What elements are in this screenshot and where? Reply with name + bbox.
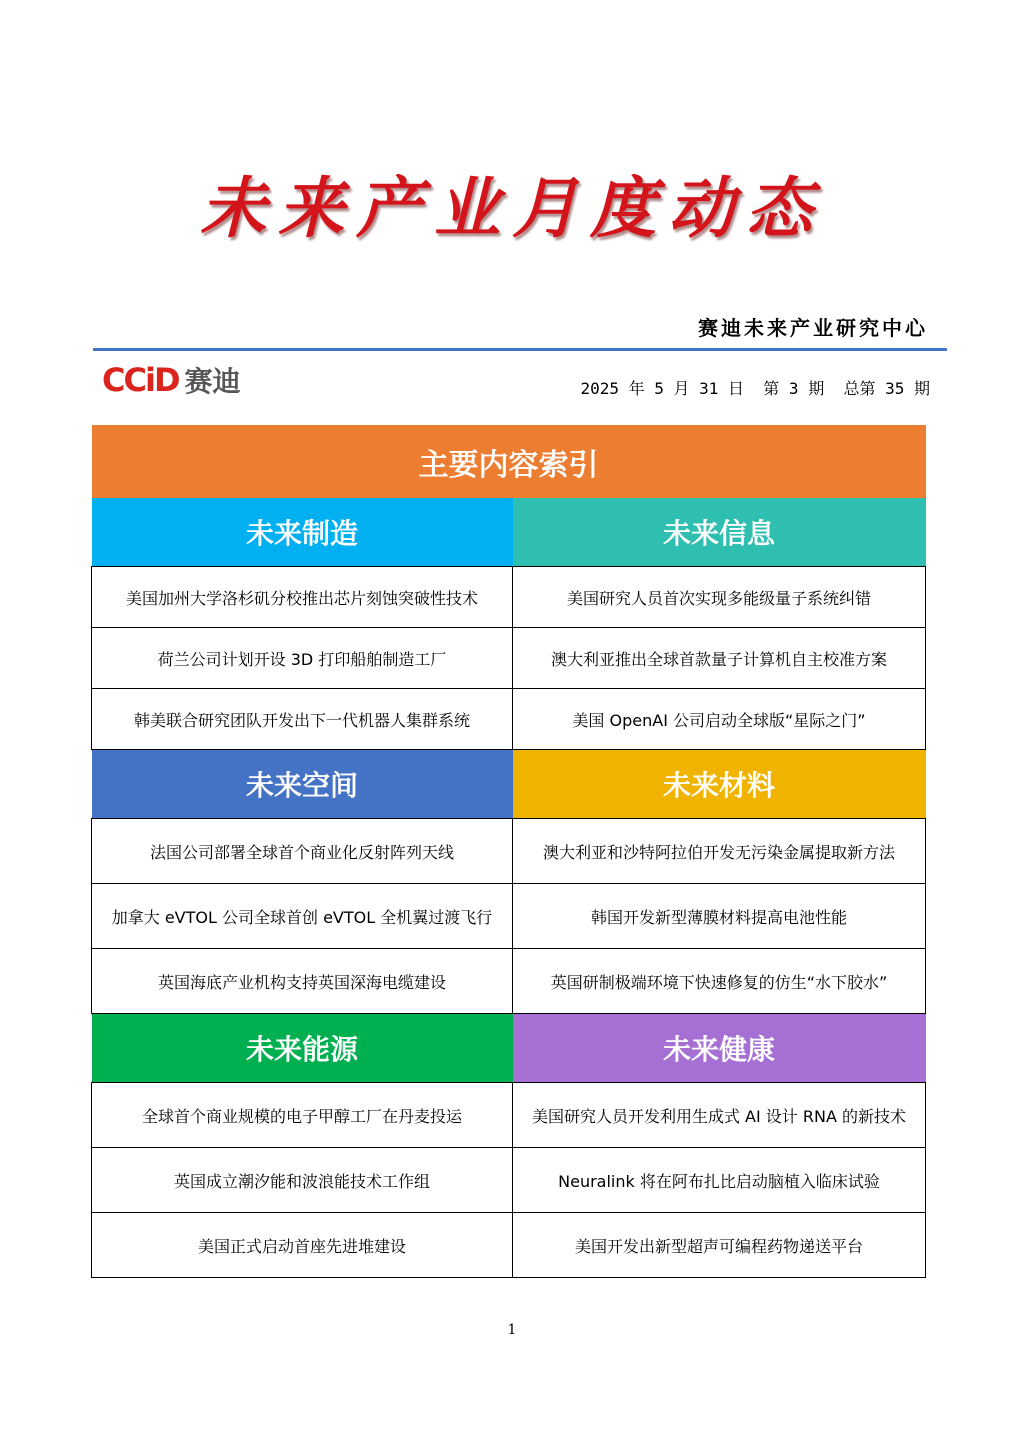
index-item: 澳大利亚推出全球首款量子计算机自主校准方案 <box>513 628 926 689</box>
index-item: 英国成立潮汐能和波浪能技术工作组 <box>92 1148 513 1213</box>
index-item: 美国加州大学洛杉矶分校推出芯片刻蚀突破性技术 <box>92 567 513 628</box>
page-number: 1 <box>507 1322 517 1338</box>
section-header-future-space: 未来空间 <box>92 750 513 819</box>
logo-mark: CCiD <box>102 361 179 399</box>
issue-info: 2025 年 5 月 31 日 第 3 期 总第 35 期 <box>580 379 930 398</box>
section-header-future-manufacturing: 未来制造 <box>92 498 513 567</box>
content-index-table <box>91 425 926 1278</box>
index-item: 英国研制极端环境下快速修复的仿生“水下胶水” <box>513 949 926 1014</box>
section-header-future-information: 未来信息 <box>513 498 926 567</box>
index-item: 美国研究人员开发利用生成式 AI 设计 RNA 的新技术 <box>513 1083 926 1148</box>
document-title: 未来产业月度动态 <box>200 169 824 247</box>
logo-text: 赛迪 <box>184 365 241 398</box>
section-header-future-materials: 未来材料 <box>513 750 926 819</box>
index-item: 美国开发出新型超声可编程药物递送平台 <box>513 1213 926 1278</box>
ccid-logo <box>102 360 241 400</box>
index-item: 韩美联合研究团队开发出下一代机器人集群系统 <box>92 689 513 750</box>
index-item: 美国正式启动首座先进堆建设 <box>92 1213 513 1278</box>
index-item: 美国 OpenAI 公司启动全球版“星际之门” <box>513 689 926 750</box>
index-item: 全球首个商业规模的电子甲醇工厂在丹麦投运 <box>92 1083 513 1148</box>
index-item: 荷兰公司计划开设 3D 打印船舶制造工厂 <box>92 628 513 689</box>
index-item: 韩国开发新型薄膜材料提高电池性能 <box>513 884 926 949</box>
index-item: 法国公司部署全球首个商业化反射阵列天线 <box>92 819 513 884</box>
index-item: Neuralink 将在阿布扎比启动脑植入临床试验 <box>513 1148 926 1213</box>
index-item: 加拿大 eVTOL 公司全球首创 eVTOL 全机翼过渡飞行 <box>92 884 513 949</box>
header-divider <box>93 348 947 351</box>
section-header-future-health: 未来健康 <box>513 1014 926 1083</box>
organization-name: 赛迪未来产业研究中心 <box>698 316 928 340</box>
index-item: 英国海底产业机构支持英国深海电缆建设 <box>92 949 513 1014</box>
section-header-future-energy: 未来能源 <box>92 1014 513 1083</box>
index-item: 澳大利亚和沙特阿拉伯开发无污染金属提取新方法 <box>513 819 926 884</box>
index-item: 美国研究人员首次实现多能级量子系统纠错 <box>513 567 926 628</box>
index-heading: 主要内容索引 <box>92 425 926 498</box>
